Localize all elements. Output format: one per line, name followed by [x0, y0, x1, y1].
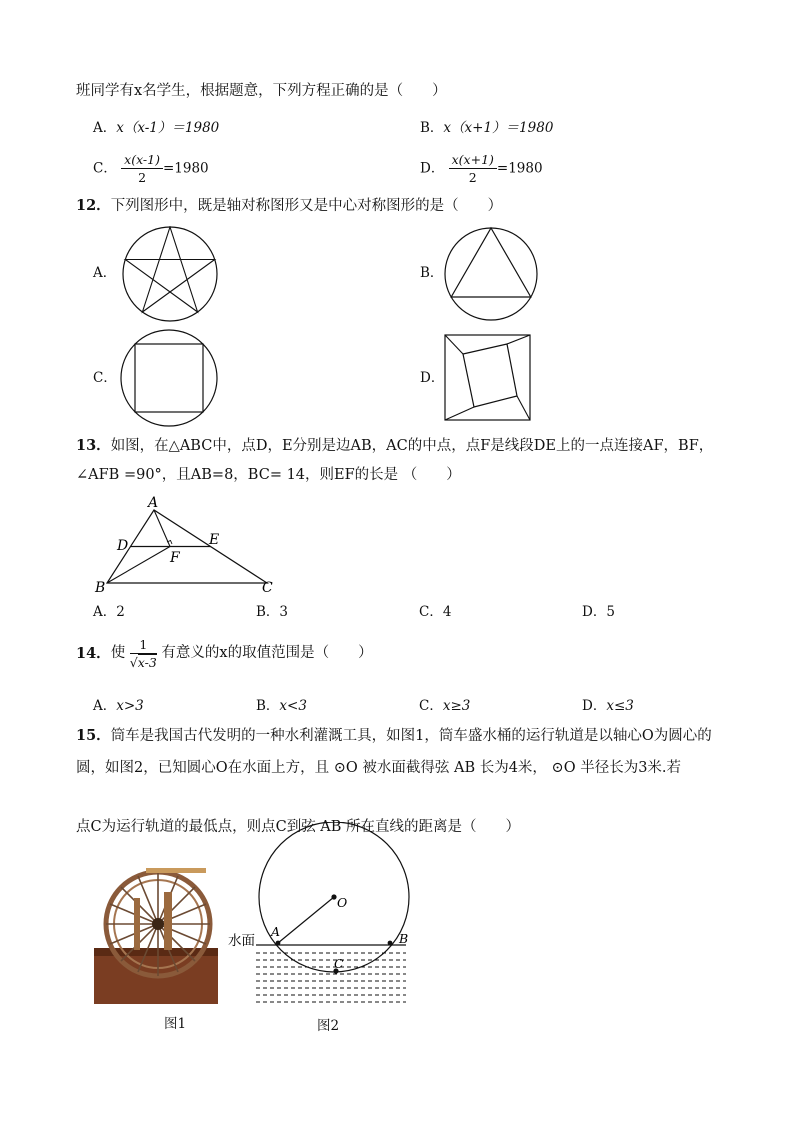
trough: [146, 868, 206, 873]
fraction-numerator: x(x+1): [449, 152, 497, 169]
circle: [445, 228, 537, 320]
question-text: 如图，在△ABC中，点D，E分别是边AB，AC的中点，点F是线段DE上的一点连接AF，BF，: [110, 438, 714, 454]
point-o: [331, 894, 336, 899]
option-value: 5: [606, 604, 615, 620]
inner-square: [463, 344, 517, 407]
figure1-caption: 图1: [164, 1016, 187, 1032]
option-label: B．: [256, 698, 280, 714]
point-b: [388, 941, 393, 946]
radius-oa: [278, 897, 334, 943]
option-label: D．: [420, 160, 445, 177]
corner-line: [507, 335, 530, 344]
option-label: D．: [582, 604, 607, 620]
option-value: x<3: [279, 698, 307, 714]
q15-stem-line3: 点C为运行轨道的最低点，则点C到弦 AB 所在直线的距离是（ ）: [76, 819, 521, 835]
equation-rhs: =1980: [162, 160, 209, 177]
q14-stem: [76, 637, 373, 670]
question-text: 筒车是我国古代发明的一种水利灌溉工具，如图1，筒车盛水桶的运行轨道是以轴心O为圆心的: [110, 728, 712, 744]
question-number: 14．: [76, 644, 111, 662]
q13-option-a[interactable]: [93, 604, 125, 620]
q13-stem-line2: ∠AFB =90°，且AB=8，BC= 14，则EF的长是 （ ）: [76, 467, 461, 483]
q11-option-a[interactable]: [93, 120, 219, 136]
water-label: 水面: [228, 933, 255, 949]
label-e: E: [209, 532, 220, 548]
option-label: D．: [582, 698, 607, 714]
option-value: x>3: [116, 698, 144, 714]
fraction: [121, 152, 163, 185]
wheel-hub: [152, 918, 164, 930]
fraction: [449, 152, 497, 185]
q14-option-b[interactable]: [256, 698, 307, 714]
sqrt-icon: √: [129, 655, 138, 670]
question-number: 12．: [76, 197, 111, 214]
q11-option-b[interactable]: [420, 120, 553, 136]
star-in-circle-figure[interactable]: [120, 226, 220, 322]
option-text: x（x-1）＝1980: [116, 120, 220, 136]
option-label: B．: [256, 604, 280, 620]
label-b: B: [399, 931, 409, 946]
square: [135, 344, 203, 412]
triangle-abc-figure: [90, 494, 290, 599]
q11-option-c[interactable]: [93, 152, 209, 185]
q12-option-d-label[interactable]: D．: [420, 370, 445, 386]
label-c: C: [334, 956, 344, 971]
question-number: 15．: [76, 727, 111, 744]
figure2-caption: 图2: [317, 1018, 340, 1034]
triangle-in-circle-figure[interactable]: [443, 226, 539, 322]
q13-option-c[interactable]: [419, 604, 451, 620]
label-b: B: [95, 580, 106, 596]
option-value: 2: [116, 604, 125, 620]
triangle: [451, 228, 531, 297]
fraction-denominator: 2: [468, 170, 477, 185]
option-label: C．: [419, 698, 443, 714]
q15-stem-line2: 圆，如图2，已知圆心O在水面上方，且 ⊙O 被水面截得弦 AB 长为4米， ⊙O 半径长为3米.若: [76, 760, 682, 776]
pinwheel-square-figure[interactable]: [444, 334, 532, 422]
circle-chord-diagram: [224, 822, 420, 1012]
prefix-text: 使: [110, 644, 126, 661]
support-post: [164, 892, 172, 950]
fraction-denominator: 2: [138, 170, 147, 185]
q13-option-d[interactable]: [582, 604, 615, 620]
q15-stem-line1: [76, 727, 712, 745]
q14-option-c[interactable]: [419, 698, 470, 714]
fraction-numerator: x(x-1): [121, 152, 163, 169]
option-value: x≥3: [442, 698, 471, 714]
option-label: C．: [419, 604, 443, 620]
label-c: C: [262, 580, 273, 596]
q11-option-d[interactable]: [420, 152, 543, 185]
square-in-circle-figure[interactable]: [119, 328, 219, 428]
q12-option-b-label[interactable]: B．: [420, 265, 444, 281]
water-wheel-photo: [94, 852, 218, 1004]
suffix-text: 有意义的x的取值范围是（ ）: [161, 644, 373, 661]
point-a: [276, 941, 281, 946]
fraction-numerator: 1: [130, 637, 157, 654]
option-label: A．: [93, 604, 117, 620]
corner-line: [445, 335, 463, 354]
radicand: x-3: [137, 655, 157, 670]
corner-line: [517, 396, 530, 420]
option-value: x≤3: [606, 698, 634, 714]
option-value: 3: [279, 604, 289, 620]
question-number: 13．: [76, 437, 111, 454]
pentagram: [125, 227, 214, 312]
q13-option-b[interactable]: [256, 604, 288, 620]
q14-option-d[interactable]: [582, 698, 634, 714]
water-hatching: [256, 953, 406, 1002]
label-d: D: [117, 538, 129, 554]
equation-rhs: =1980: [496, 160, 543, 177]
q12-option-a-label[interactable]: A．: [93, 265, 117, 281]
label-a: A: [271, 924, 281, 939]
option-label: A．: [93, 120, 117, 136]
fraction-denominator: [130, 654, 157, 670]
radical-fraction: [130, 637, 157, 670]
q13-stem-line1: [76, 437, 713, 455]
label-o: O: [337, 895, 348, 910]
option-label: A．: [93, 698, 117, 714]
circle: [123, 227, 217, 321]
q11-stem: 班同学有x名学生，根据题意，下列方程正确的是（ ）: [76, 83, 447, 99]
option-text: x（x+1）＝1980: [443, 120, 554, 136]
option-value: 4: [442, 604, 452, 620]
option-label: C．: [93, 160, 117, 177]
corner-line: [445, 407, 474, 420]
option-label: B．: [420, 120, 444, 136]
label-f: F: [170, 550, 180, 566]
question-text: 下列图形中，既是轴对称图形又是中心对称图形的是（ ）: [110, 198, 503, 214]
label-a: A: [148, 495, 159, 511]
q12-option-c-label[interactable]: C．: [93, 370, 117, 386]
q14-option-a[interactable]: [93, 698, 144, 714]
q12-stem: [76, 197, 502, 215]
